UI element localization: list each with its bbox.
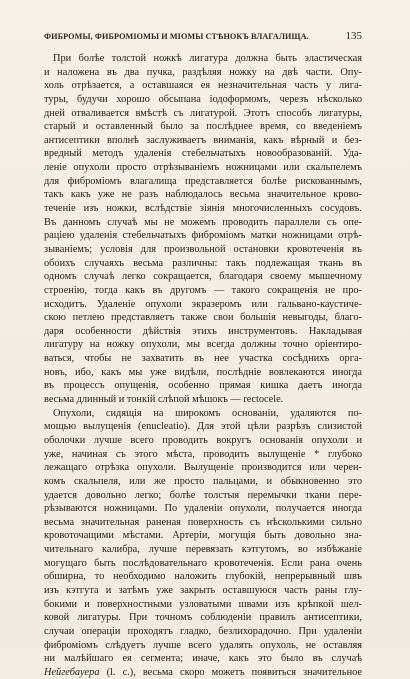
text-line: исходитъ. Удаленіе опухоли экразеромъ или гальвано-каустиче-: [44, 298, 362, 310]
text-line: теченіе изъ ножки, вслѣдствіе зіянія многочисленныхъ сосудовъ.: [44, 203, 362, 215]
text-line: даря особенности дѣйствія этихъ инструментовъ. Накладывая: [44, 325, 362, 337]
text-line: дней отваливается вмѣстѣ съ лигатурой. Этотъ способъ лигатуры,: [44, 107, 362, 119]
text-line: въ процессъ опущенія, особенно прямая кишка даетъ иногда: [44, 380, 362, 392]
page-number: 135: [345, 30, 362, 42]
text-line: мощью вылущенія (enucleatio). Для этой цѣли разрѣзъ слизистой: [44, 421, 362, 433]
text-line: такъ какъ уже не разъ наблюдалось весьма значительное крово-: [44, 189, 362, 201]
text-line: обоихъ случаяхъ весьма различны: такъ подлежащая ткань въ: [44, 257, 362, 269]
text-line: При болѣе толстой ножкѣ лигатура должна быть эластическая: [53, 53, 362, 64]
text-line: ковой лигатуры. При точномъ соблюденіи правилъ антисептики,: [44, 612, 362, 624]
text-line: скою петлею представляетъ также свои большія невыгоды, благо-: [44, 312, 362, 324]
text-line: старый и оставленный было за послѣднее время, со введеніемъ: [44, 121, 362, 133]
text-line: ни малѣйшаго ея сегмента; иначе, какъ это было въ случаѣ: [44, 653, 362, 665]
text-line-last: [44, 666, 362, 679]
text-line: Опухоли, сидящія на широкомъ основаніи, удаляются по-: [53, 407, 362, 419]
text-line: лежащаго отрѣзка опухоли. Вылущеніе производится или черен-: [44, 462, 362, 474]
text-line: одномъ случаѣ легко сокращается, благодаря своему мышечному: [44, 271, 362, 283]
text-line: уже, начиная съ этого мѣста, проводить вылущеніе * глубоко: [44, 448, 362, 460]
text-line: вредный методъ удаленія стебельчатыхъ новообразованій. Уда-: [44, 148, 362, 160]
text-line: весьма значительная раненая поверхность съ нѣсколькими сильно: [44, 516, 362, 528]
text-line: антисептики вполнѣ заслуживаетъ вниманія, какъ вѣрный и без-: [44, 134, 362, 146]
text-line: новъ, ибо, какъ мы уже видѣли, послѣдніе вовлекаются иногда: [44, 366, 362, 378]
text-line: фиброміомъ слѣдуетъ лучше всего удалять опухоль, не оставляя: [44, 639, 362, 651]
text-line: оболочки лучше всего проводить вокругъ основанія опухоли и: [44, 434, 362, 446]
text-line: бокими и поверхностными узловатыми швами изъ крѣпкой шел-: [44, 598, 362, 610]
text-line: Въ данномъ случаѣ мы не можемъ проводить параллели съ опе-: [44, 216, 362, 228]
text-line: чительнаго калибра, лучше перевязать кэтгутомъ, во избѣжаніе: [44, 544, 362, 556]
page-header: [44, 30, 362, 44]
text-line: могущаго быть послѣдовательнаго кровотеченія. Если рана очень: [44, 557, 362, 569]
text-line-rest: (l. c.), весьма скоро можетъ появиться значительное: [99, 666, 362, 678]
text-line: весьма длинный и тонкій слѣпой мѣшокъ — rectocele.: [44, 394, 284, 406]
text-line: удается довольно легко; болѣе толстыя перемычки ткани пере-: [44, 489, 362, 501]
text-line: кровоточащими мѣстами. Артеріи, могущія быть довольно зна-: [44, 530, 362, 542]
body-text: [44, 52, 362, 679]
text-line: случаи операціи проходятъ гладко, безлихорадочно. При удаленіи: [44, 625, 362, 637]
text-line: леніе опухоли просто отрѣзываніемъ ножницами или скальпелемъ: [44, 162, 362, 174]
running-title: ФИБРОМЫ, ФИБРОМІОМЫ И МІОМЫ СТѢНОКЪ ВЛАГАЛИЩА.: [44, 32, 309, 41]
text-line: обширна, то необходимо наложить глубокій, непрерывный швъ: [44, 571, 362, 583]
text-line: комъ скальпеля, или же просто пальцами, и обыкновенно это: [44, 475, 362, 487]
text-line: лигатуру на ножку опухоли, мы всегда должны точно оріентиро-: [44, 339, 362, 351]
text-line: изъ кэтгута и затѣмъ уже закрыть оставшуюся часть раны глу-: [44, 584, 362, 596]
text-line: строенію, тогда какъ въ другомъ — такого сокращенія не про-: [44, 284, 362, 296]
text-line: раціею удаленія стебельчатыхъ фиброміомъ матки ножницами отрѣ-: [44, 230, 362, 242]
text-line: зываніемъ; условія для произвольной остановки кровотеченія въ: [44, 243, 362, 255]
text-line: холь отрѣзается, а оставшаяся ея незначительная часть у лига-: [44, 80, 362, 92]
text-line: и наложена въ два пучка, раздѣляя ножку на двѣ части. Опу-: [44, 66, 362, 78]
text-line: для фиброміомъ влагалища представляется болѣе рискованнымъ,: [44, 175, 362, 187]
author-name: Нейгебауера: [44, 666, 100, 678]
text-line: рѣзываются ножницами. По удаленіи опухоли, получается иногда: [44, 503, 362, 515]
text-line: ваться, чтобы не захватить въ нее участка сосѣднихъ орга-: [44, 353, 362, 365]
text-line: туры, будучи хорошо обсыпана іодоформомъ, черезъ нѣсколько: [44, 93, 362, 105]
